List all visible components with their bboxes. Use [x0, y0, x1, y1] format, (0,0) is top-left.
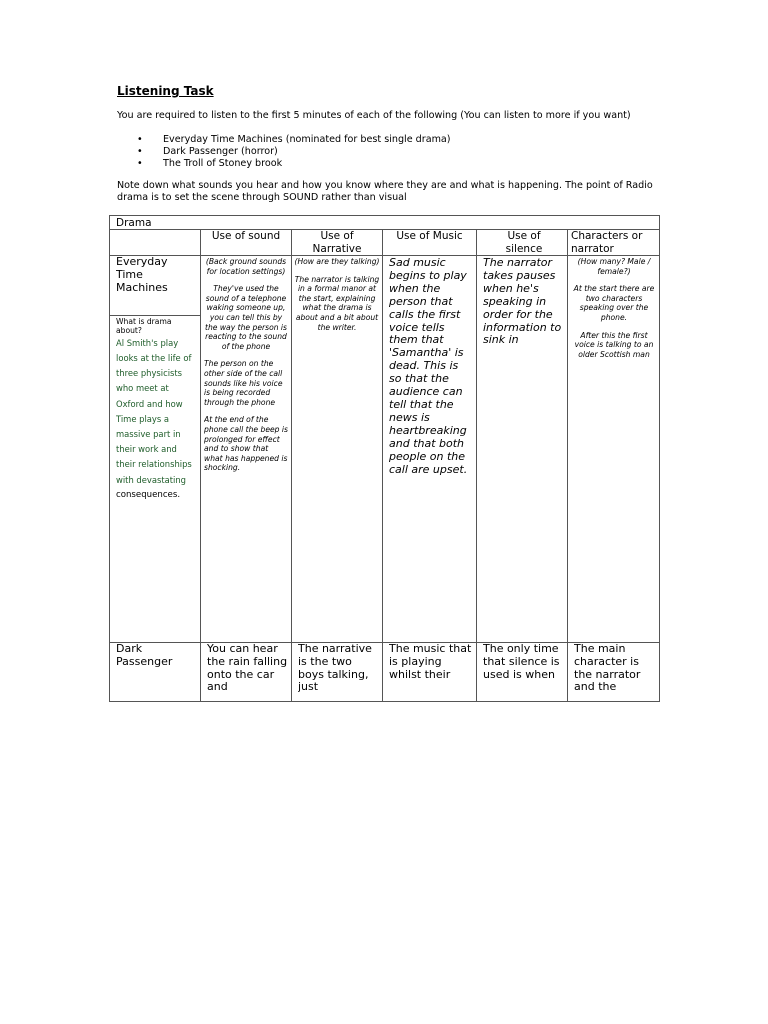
sound-note: They've used the sound of a telephone waking someone up, you can tell this by the way the person is reacting to the sound of the phone [204, 284, 288, 351]
sound-note: At the end of the phone call the beep is prolonged for effect and to show that what has happened is shocking. [204, 415, 288, 473]
row2-use-of-narrative: The narrative is the two boys talking, just [298, 643, 372, 694]
bullet-item: • Everyday Time Machines (nominated for best single drama) [137, 134, 451, 146]
narrative-prompt: (How are they talking) [294, 257, 380, 266]
table-rule [476, 229, 477, 701]
table-rule [291, 229, 292, 701]
row1-use-of-music: Sad music begins to play when the person that calls the first voice tells them that 'Samantha' is dead. This is so that the audience can tell that the news is heartbreaking and that both people on the call are upset. [389, 257, 468, 476]
what-is-drama-label: What is drama about? [116, 317, 172, 336]
header-use-of-sound: Use of sound [211, 230, 281, 242]
intro-paragraph: You are required to listen to the first 5 minutes of each of the following (You can listen to more if you want) [117, 110, 631, 121]
bullet-item: • The Troll of Stoney brook [137, 158, 451, 170]
drama-summary [116, 317, 198, 503]
drama-name-dark-passenger: Dark Passenger [116, 643, 173, 668]
table-rule [110, 315, 201, 316]
drama-summary-text: Al Smith's play looks at the life of three physicists who meet at Oxford and how Time plays a massive part in their work and their relationships with devastating [116, 337, 192, 485]
drama-header: Drama [116, 217, 152, 229]
narrative-note: The narrator is talking in a formal manor at the start, explaining what the drama is about and a bit about the writer. [294, 274, 380, 332]
drama-name-everyday-time-machines: Everyday Time Machines [116, 256, 168, 294]
row2-use-of-sound: You can hear the rain falling onto the car and [207, 643, 288, 694]
characters-prompt: (How many? Male / female?) [577, 257, 651, 276]
page-title: Listening Task [117, 84, 214, 98]
header-use-of-narrative: Use of Narrative [312, 230, 362, 255]
characters-note: After this the first voice is talking to an older Scottish man [574, 330, 654, 359]
sound-prompt: (Back ground sounds for location settings) [205, 257, 287, 276]
header-characters: Characters or narrator [571, 230, 643, 255]
drama-summary-end: consequences. [116, 489, 181, 500]
analysis-table [109, 215, 660, 702]
row2-characters: The main character is the narrator and the [574, 643, 641, 694]
drama-bullet-list [137, 134, 451, 170]
row2-use-of-music: The music that is playing whilst their [389, 643, 472, 681]
row1-use-of-narrative [294, 257, 380, 340]
row1-use-of-sound [204, 257, 288, 481]
characters-note: At the start there are two characters speaking over the phone. [573, 284, 655, 322]
header-use-of-silence: Use of silence [505, 230, 543, 255]
row1-use-of-silence: The narrator takes pauses when he's speaking in order for the information to sink in [483, 257, 562, 347]
table-rule [567, 229, 568, 701]
table-rule [200, 229, 201, 701]
row2-use-of-silence: The only time that silence is used is when [483, 643, 560, 681]
row1-characters [571, 257, 657, 367]
table-rule [382, 229, 383, 701]
sound-note: The person on the other side of the call sounds like his voice is being recorded through the phone [204, 359, 283, 407]
bullet-item: • Dark Passenger (horror) [137, 146, 451, 158]
instructions-paragraph: Note down what sounds you hear and how you know where they are and what is happening. The point of Radio drama is to set the scene through SOUND rather than visual [117, 180, 653, 203]
header-use-of-music: Use of Music [396, 230, 463, 242]
